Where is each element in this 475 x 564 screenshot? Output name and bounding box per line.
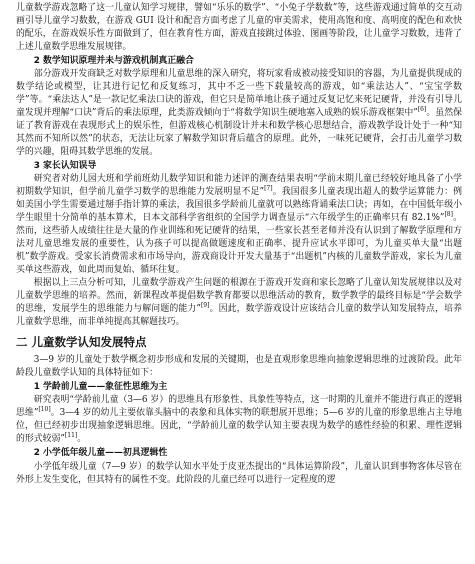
paragraph-text: 。虽然保证了教育游戏在表现形式上的娱乐性，但游戏核心机制设计并未和数学核心思想结合，游戏教学设计处于一种“知其然而不知所以然”的状态，无法让玩家了解数学知识背后蕴含的原理。此外，一味死记硬背，会打击儿童学习数学的兴趣，阻碍其数学思维的发展。: [16, 108, 462, 158]
citation: [9]: [200, 302, 210, 310]
citation: [8]: [444, 211, 453, 219]
subsection-heading: 2 小学低年级儿童——初具逻辑性: [33, 448, 168, 459]
citation: [11]: [64, 432, 78, 440]
paragraph-text: 小学低年级儿童（7—9 岁）的数学认知水平处于皮亚杰提出的“具体运算阶段”，儿童认识到事物客体尽管在外形上发生变化，但其特有的属性不变。此阶段的儿童已经可以进行一定程度的逻: [16, 461, 462, 485]
subsection-heading: 2 数学知识原理并未与游戏机制真正融合: [33, 55, 194, 66]
citation: [7]: [264, 185, 273, 193]
paragraph-text: 。因此，数学游戏设计应该结合儿童的数学认知发展特点，培养儿童数学思维，而非单纯提高其解题技巧。: [16, 304, 462, 327]
paragraph: [16, 354, 462, 380]
citation: [10]: [38, 406, 51, 414]
paragraph-text: 根据以上三点分析可知，儿童数学游戏产生问题的根源在于游戏开发商和家长忽略了儿童认知发展规律以及对儿童数学思维的培养。然而，新课程改革提倡数学教育都要以思维活动的教育，数学教学的最终目标是“学会数学的思维，发展学生的思维能力与解问题的能力”: [16, 278, 462, 315]
paragraph: [16, 277, 462, 329]
paragraph-text: 。: [77, 434, 87, 445]
citation: [6]: [417, 106, 427, 114]
paragraph-text: 研究者对幼儿园大班和学前班幼儿数学知识和能力述评的测查结果表明“学前末期儿童已经较好地具备了小学初期数学知识，但学前儿童学习数学的思维能力发展明显不足”: [16, 174, 462, 198]
paragraph-text: 研究表明“学龄前儿童（3—6 岁）的思维具有形象性、具象性等特点，这一时期的儿童并不能进行真正的逻辑思维”: [16, 395, 462, 419]
paragraph: [16, 2, 462, 54]
paragraph-text: 。我国很多儿童表现出超人的数学运算能力：例如美国小学生需要通过掰手指计算的乘法，我国很多学龄前儿童就可以熟练背诵乘法口诀；再如，在中国低年级小学生眼里十分简单的基本算术，日本文部科学省组织的全国学力调查显示“六年级学生的正确率只有 82.1%”: [16, 187, 462, 224]
paragraph-text: 部分游戏开发商缺乏对数学原理和儿童思维的深入研究，将玩家看成被动接受知识的容器，为儿童提供现成的数学结论或模型，让其进行记忆和反复练习，其中不乏一些下载量较高的游戏，如“乘法达人”、“宝宝学数学”等。“乘法达人”是一款记忆乘法口诀的游戏，但它只是简单地让孩子通过反复记忆来死记硬背，并没有引导儿童发现并理解“口诀”背后的乘法原理，此类游戏倾向于“将数学知识生硬地塞入成熟的娱乐游戏框架中”: [16, 69, 462, 119]
paragraph: [16, 461, 462, 487]
subsection-heading: 1 学龄前儿童——象征性思维为主: [33, 381, 168, 392]
section-heading: 二 儿童数学认知发展特点: [16, 334, 147, 349]
paragraph-text: 儿童数学游戏忽略了这一儿童认知学习规律，譬如“乐乐的数学”、“小兔子学数数”等，这些游戏通过简单的交互动画引导儿童学习数数，在游戏 GUI 设计和配音方面考虑了儿童的审美需求，使用高饱和度、高明度的配色和欢快的配乐，在游戏娱乐性方面做到了，但在教育性方面，游戏直接跳过体验、图画等阶段，让儿童学习数数，违背了上述儿童数学思维发展规律。: [16, 3, 462, 52]
paragraph-text: 。3—4 岁的幼儿主要依靠头脑中的表象和具体实物的联想展开思维；5—6 岁的儿童的形象思维占主导地位，但已经初步出现抽象逻辑思维。因此，“学龄前儿童的数学认知主要表现为数学的感性经验的积累、理性逻辑的形式较弱”: [16, 408, 462, 445]
paragraph: [16, 173, 462, 277]
subsection-heading: 3 家长认知误导: [33, 160, 97, 171]
paragraph-text: 。然而，这些骄人成绩往往是大量的作业训练和死记硬背的结果，一些家长甚至老师并没有认识到了解数学原理和方法对儿童思维发展的重要性，认为孩子可以提高做题速度和正确率、提升应试水平即可，为儿童买单大量“出题机”数学游戏。受家长消费需求和市场导向，游戏商设计开发大量基于“出题机”内核的儿童数学游戏，家长为儿童买单这些游戏，如此周而复始、循环往复。: [16, 213, 462, 276]
paragraph-text: 3—9 岁的儿童处于数学概念初步形成和发展的关键期，也是直观形象思维向抽象逻辑思维的过渡阶段。此年龄段儿童数学认知的具体特征如下：: [16, 354, 463, 378]
paragraph: [16, 68, 462, 159]
paragraph: [16, 394, 462, 446]
